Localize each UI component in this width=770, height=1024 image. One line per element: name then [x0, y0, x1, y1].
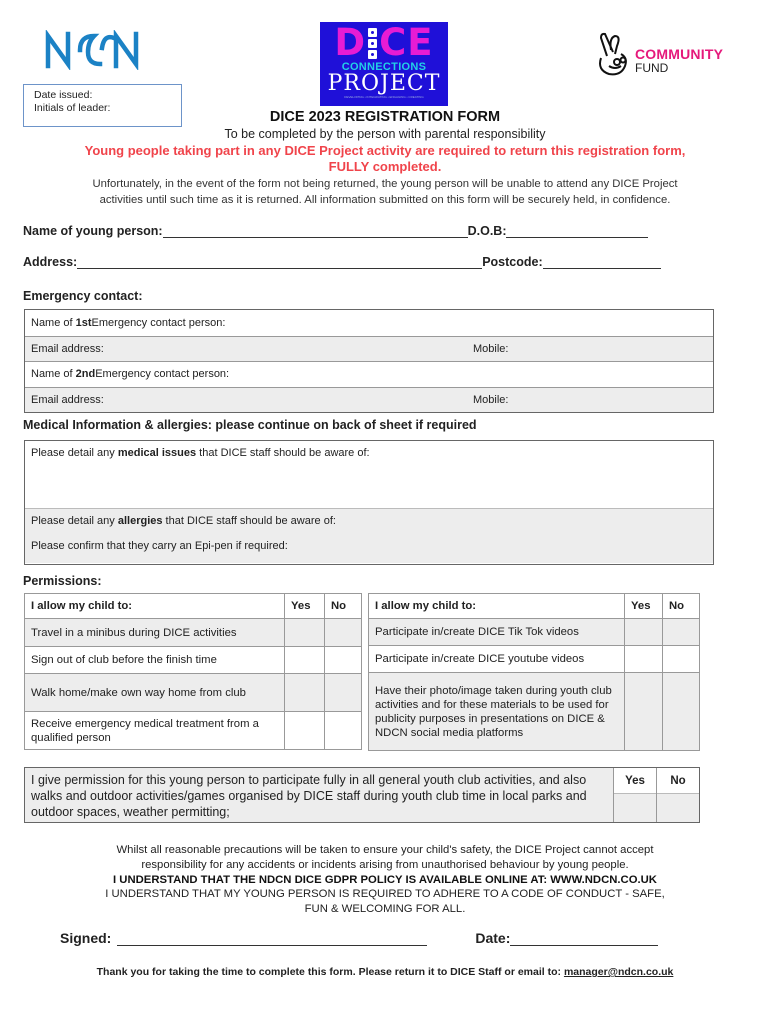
contact-label-suffix: Emergency contact person: [95, 368, 230, 381]
signature-line[interactable] [117, 932, 427, 946]
yes-checkbox[interactable] [625, 619, 663, 646]
address-input-line[interactable] [77, 257, 482, 269]
contact-label-prefix: Name of [31, 368, 73, 381]
email-label: Email address: [31, 342, 104, 355]
notice-text [0, 176, 770, 208]
form-title: DICE 2023 REGISTRATION FORM [269, 109, 501, 125]
no-checkbox[interactable] [325, 712, 362, 750]
allergies-suffix: that DICE staff should be aware of: [162, 515, 336, 527]
permission-minibus: Travel in a minibus during DICE activities [25, 619, 285, 647]
date-line[interactable] [510, 932, 658, 946]
no-header: No [663, 594, 700, 619]
dob-input-line[interactable] [506, 226, 648, 238]
permissions-header: I allow my child to: [25, 594, 285, 619]
ndcn-logo [44, 30, 144, 70]
yes-checkbox[interactable] [285, 647, 325, 674]
allergies-field[interactable] [25, 509, 713, 563]
conduct-line-1: I UNDERSTAND THAT MY YOUNG PERSON IS REQUIRED TO ADHERE TO A CODE OF CONDUCT - SAFE, [105, 888, 665, 901]
gdpr-statement: I UNDERSTAND THAT THE NDCN DICE GDPR POLICY IS AVAILABLE ONLINE AT: WWW.NDCN.CO.UK [113, 873, 657, 886]
conduct-line-2: FUN & WELCOMING FOR ALL. [304, 903, 466, 916]
no-checkbox[interactable] [325, 674, 362, 712]
warning-line-2: FULLY completed. [328, 159, 442, 174]
yes-checkbox[interactable] [625, 673, 663, 751]
general-permission-box [24, 767, 700, 823]
no-header: No [657, 768, 699, 794]
yes-checkbox[interactable] [285, 674, 325, 712]
name-dob-row [23, 224, 683, 238]
form-subtitle: To be completed by the person with parental responsibility [224, 127, 546, 141]
no-checkbox[interactable] [325, 647, 362, 674]
permissions-table-left [24, 593, 362, 750]
yes-header: Yes [285, 594, 325, 619]
contact-ordinal: 1st [75, 316, 92, 329]
permission-walk-home: Walk home/make own way home from club [25, 674, 285, 712]
dice-logo-connections: CONNECTIONS [341, 61, 427, 73]
thanks-text: Thank you for taking the time to complete this form. Please return it to DICE Staff or email to: [96, 966, 564, 978]
warning-text [0, 143, 770, 175]
medical-issues-suffix: that DICE staff should be aware of: [196, 447, 370, 459]
initials-of-leader-label: Initials of leader: [34, 102, 111, 114]
permission-medical-treatment: Receive emergency medical treatment from a qualified person [25, 712, 285, 750]
medical-table [24, 440, 714, 565]
name-input-line[interactable] [163, 226, 468, 238]
permissions-table-right [368, 593, 700, 751]
email-label: Email address: [31, 393, 104, 406]
notice-line-1: Unfortunately, in the event of the form not being returned, the young person will be unable to attend any DICE Project [92, 178, 678, 190]
postcode-label: Postcode: [482, 255, 543, 269]
disclaimer-line-2: responsibility for any accidents or incidents arising from unauthorised behaviour by young people. [141, 858, 629, 871]
permissions-heading: Permissions: [23, 574, 102, 588]
permission-tiktok: Participate in/create DICE Tik Tok videos [369, 619, 625, 646]
crossed-fingers-icon [595, 30, 633, 78]
no-header: No [325, 594, 362, 619]
no-checkbox[interactable] [663, 646, 700, 673]
first-contact-name-field[interactable] [25, 310, 713, 336]
no-checkbox[interactable] [663, 619, 700, 646]
manager-email-link[interactable]: manager@ndcn.co.uk [563, 966, 674, 978]
medical-heading: Medical Information & allergies: please continue on back of sheet if required [23, 418, 477, 432]
medical-issues-prefix: Please detail any [31, 447, 118, 459]
dice-icon [368, 28, 377, 59]
first-contact-email-mobile-row[interactable] [25, 336, 713, 362]
permission-photo: Have their photo/image taken during youth club activities and for these materials to be used for publicity purposes in presentations on DICE & NDCN social media platforms [369, 673, 625, 751]
community-fund-title: COMMUNITY [635, 46, 724, 62]
permission-youtube: Participate in/create DICE youtube videos [369, 646, 625, 673]
yes-checkbox[interactable] [285, 619, 325, 647]
signature-row [60, 930, 658, 946]
no-checkbox[interactable] [663, 673, 700, 751]
notice-line-2: activities until such time as it is returned. All information submitted on this form will be securely held, in confidence. [99, 194, 671, 206]
community-fund-logo [595, 30, 765, 80]
mobile-label: Mobile: [473, 342, 509, 355]
allergies-bold: allergies [117, 515, 163, 527]
no-checkbox[interactable] [325, 619, 362, 647]
date-issued-label: Date issued: [34, 89, 93, 101]
yes-header: Yes [614, 768, 656, 794]
date-label: Date: [475, 930, 511, 946]
epipen-label: Please confirm that they carry an Epi-pen if required: [31, 540, 288, 552]
warning-line-1: Young people taking part in any DICE Project activity are required to return this registration form, [84, 143, 686, 158]
community-fund-subtitle: FUND [635, 61, 669, 75]
dice-logo-tagline: DEVELOPING • INTEGRATING • ENGAGING • CREATING [344, 95, 424, 99]
permissions-header: I allow my child to: [369, 594, 625, 619]
general-yes-checkbox[interactable] [614, 794, 656, 822]
dice-connections-logo [320, 22, 448, 106]
address-label: Address: [23, 255, 78, 269]
disclaimer-line-1: Whilst all reasonable precautions will be taken to ensure your child's safety, the DICE Project cannot accept [116, 844, 654, 856]
signed-label: Signed: [60, 930, 112, 946]
allergies-prefix: Please detail any [31, 515, 118, 527]
address-postcode-row [23, 255, 683, 269]
footer-thanks [0, 966, 770, 978]
yes-header: Yes [625, 594, 663, 619]
dice-logo-word: D CE [334, 21, 434, 64]
second-contact-name-field[interactable] [25, 361, 713, 387]
disclaimer [0, 843, 770, 917]
dob-label: D.O.B: [467, 224, 507, 238]
emergency-heading: Emergency contact: [23, 289, 143, 303]
postcode-input-line[interactable] [543, 257, 661, 269]
yes-checkbox[interactable] [625, 646, 663, 673]
contact-ordinal: 2nd [75, 368, 96, 381]
contact-label-suffix: Emergency contact person: [91, 316, 226, 329]
second-contact-email-mobile-row[interactable] [25, 387, 713, 413]
permission-sign-out: Sign out of club before the finish time [25, 647, 285, 674]
medical-issues-field[interactable] [25, 441, 713, 509]
mobile-label: Mobile: [473, 393, 509, 406]
general-no-checkbox[interactable] [657, 794, 699, 822]
general-permission-text: I give permission for this young person to participate fully in all general youth club activities, and also walks and outdoor activities/games organised by DICE staff during youth club time in local parks and outdoor spaces, weather permitting; [31, 773, 587, 819]
contact-label-prefix: Name of [31, 316, 73, 329]
yes-checkbox[interactable] [285, 712, 325, 750]
name-label: Name of young person: [23, 224, 163, 238]
medical-issues-bold: medical issues [117, 447, 197, 459]
dice-logo-project: PROJECT [327, 71, 441, 96]
emergency-contact-table [24, 309, 714, 413]
